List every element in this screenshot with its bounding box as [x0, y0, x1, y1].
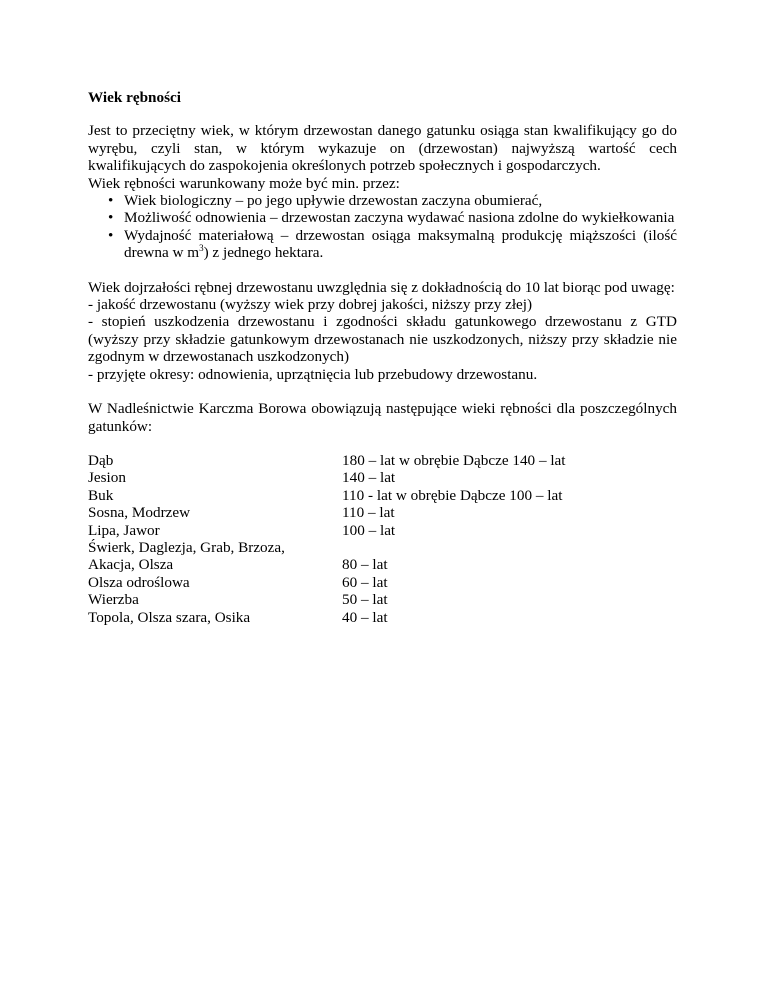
document-title: Wiek rębności — [88, 89, 181, 106]
species-name: Świerk, Daglezja, Grab, Brzoza, — [88, 538, 285, 556]
intro-paragraph: Jest to przeciętny wiek, w którym drzewostan danego gatunku osiąga stan kwalifikujący go do wyrębu, czyli stan, w którym wykazuje on (drzewostan) najwyższą wartość cech kwalifikujących do zaspokojenia określonych potrzeb społecznych i gospodarczych. — [88, 122, 677, 175]
list-item — [88, 227, 677, 262]
bullet-icon: • — [108, 209, 114, 227]
bullet-icon: • — [108, 226, 114, 244]
species-age: 140 – lat — [342, 469, 396, 487]
list-item — [88, 192, 677, 209]
species-table — [88, 452, 677, 626]
species-name: Buk — [88, 486, 114, 504]
conditions-line: Wiek rębności warunkowany może być min. przez: — [88, 174, 400, 192]
superscript: 3 — [199, 243, 204, 254]
species-name: Topola, Olsza szara, Osika — [88, 608, 251, 626]
species-name: Olsza odroślowa — [88, 573, 190, 591]
species-age: 110 - lat w obrębie Dąbcze 100 – lat — [342, 486, 563, 504]
list-item-text-tail: ) z jednego hektara. — [203, 244, 324, 262]
list-item — [88, 209, 677, 226]
maturity-line-1: - jakość drzewostanu (wyższy wiek przy dobrej jakości, niższy przy złej) — [88, 296, 533, 314]
species-age: 100 – lat — [342, 521, 396, 539]
nadlesnictwo-paragraph: W Nadleśnictwie Karczma Borowa obowiązują następujące wieki rębności dla poszczególnych gatunków: — [88, 400, 677, 435]
species-name: Dąb — [88, 451, 114, 469]
species-name: Jesion — [88, 469, 126, 487]
species-name: Sosna, Modrzew — [88, 504, 191, 522]
list-item-text: Możliwość odnowienia – drzewostan zaczyna wydawać nasiona zdolne do wykiełkowania — [124, 209, 675, 227]
species-age: 180 – lat w obrębie Dąbcze 140 – lat — [342, 451, 566, 469]
species-name: Wierzba — [88, 591, 139, 609]
maturity-paragraph: Wiek dojrzałości rębnej drzewostanu uwzględnia się z dokładnością do 10 lat biorąc pod uwagę: — [88, 278, 675, 296]
document-page — [88, 89, 677, 626]
maturity-line-3: - przyjęte okresy: odnowienia, uprzątnięcia lub przebudowy drzewostanu. — [88, 365, 538, 383]
conditions-list — [88, 192, 677, 262]
species-age: 80 – lat — [342, 556, 388, 574]
species-age: 50 – lat — [342, 591, 388, 609]
list-item-text: Wydajność materiałową – drzewostan osiąga maksymalną produkcję miąższości (ilość drewna w m — [124, 226, 677, 262]
species-age — [342, 539, 677, 556]
list-item-text: Wiek biologiczny – po jego upływie drzewostan zaczyna obumierać, — [124, 192, 543, 210]
species-name: Lipa, Jawor — [88, 521, 160, 539]
species-age: 60 – lat — [342, 573, 388, 591]
species-age: 110 – lat — [342, 504, 395, 522]
maturity-line-2: - stopień uszkodzenia drzewostanu i zgodności składu gatunkowego drzewostanu z GTD (wyższy przy składzie gatunkowym drzewostanach nie uszkodzonych, niższy przy składzie nie zgodnym w drzewostanach uszkodzonych) — [88, 313, 677, 366]
bullet-icon: • — [108, 192, 114, 210]
species-age: 40 – lat — [342, 608, 388, 626]
species-name: Akacja, Olsza — [88, 556, 174, 574]
